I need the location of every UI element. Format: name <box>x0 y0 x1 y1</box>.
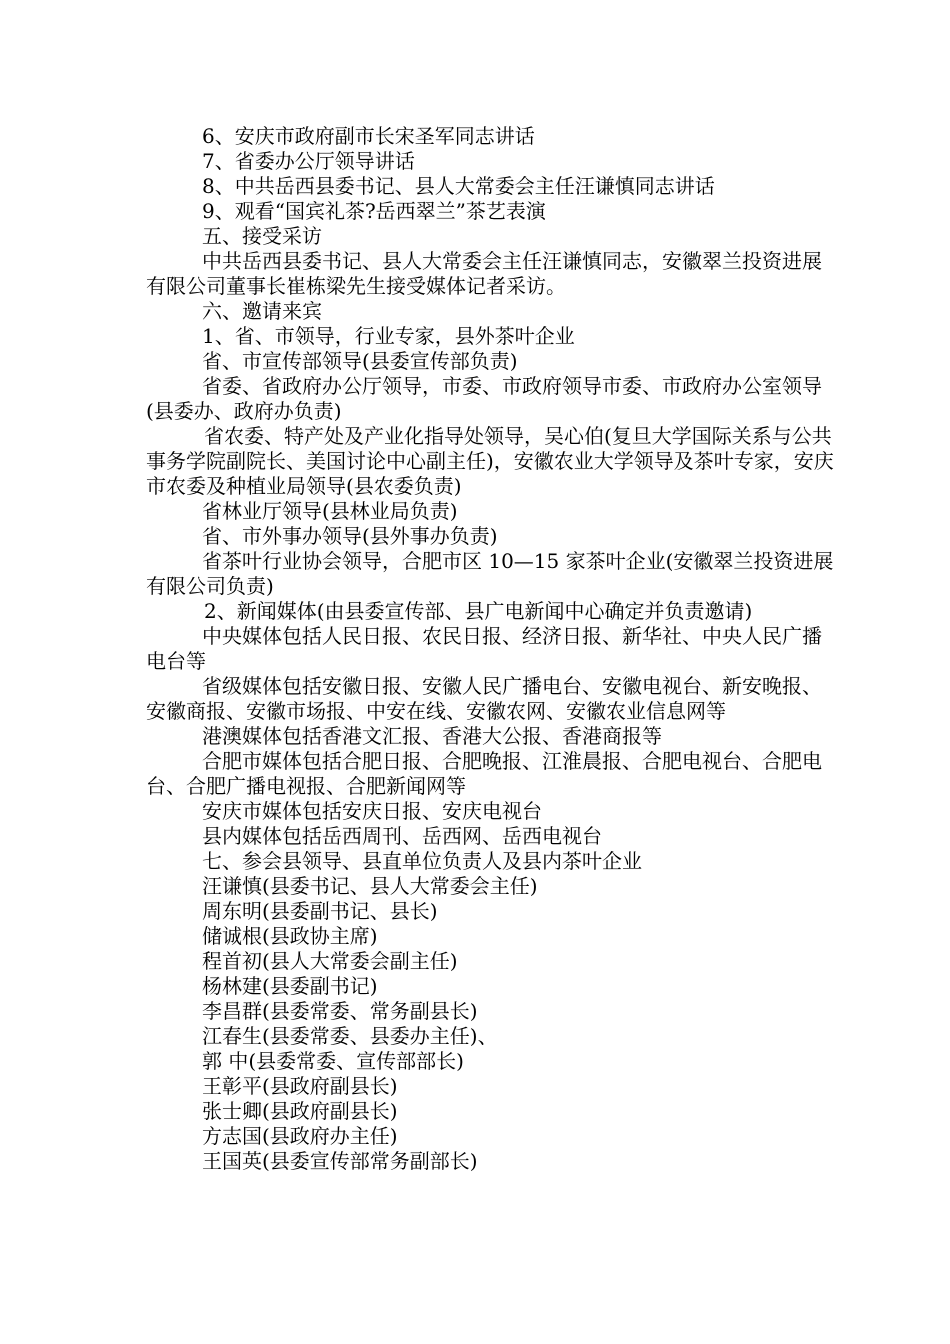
attendee-item: 王国英(县委宣传部常务副部长) <box>202 1149 478 1173</box>
subheading-media: 2、新闻媒体(由县委宣传部、县广电新闻中心确定并负责邀请) <box>204 599 753 623</box>
paragraph-interview: 中共岳西县委书记、县人大常委会主任汪谦慎同志，安徽翠兰投资进展有限公司董事长崔栋梁先生接受媒体记者采访。 <box>146 249 822 298</box>
attendee-item: 方志国(县政府办主任) <box>202 1124 398 1148</box>
list-item-speech-6: 6、安庆市政府副市长宋圣军同志讲话 <box>202 124 535 148</box>
attendee-item: 汪谦慎(县委书记、县人大常委会主任) <box>202 874 538 898</box>
attendee-item: 王彰平(县政府副县长) <box>202 1074 398 1098</box>
guest-item-propaganda: 省、市宣传部领导(县委宣传部负责) <box>202 349 518 373</box>
guest-item-foreign-affairs: 省、市外事办领导(县外事办负责) <box>202 524 498 548</box>
media-item-county: 县内媒体包括岳西周刊、岳西网、岳西电视台 <box>202 824 602 848</box>
attendee-item: 杨林建(县委副书记) <box>202 974 378 998</box>
attendee-item: 江春生(县委常委、县委办主任)、 <box>202 1024 498 1048</box>
media-item-provincial: 省级媒体包括安徽日报、安徽人民广播电台、安徽电视台、新安晚报、安徽商报、安徽市场报、中安在线、安徽农网、安徽农业信息网等 <box>146 674 822 723</box>
guest-item-tea-association: 省茶叶行业协会领导，合肥市区 10—15 家茶叶企业(安徽翠兰投资进展有限公司负责) <box>146 549 834 598</box>
section-heading-attendees: 七、参会县领导、县直单位负责人及县内茶叶企业 <box>202 849 642 873</box>
list-item-speech-8: 8、中共岳西县委书记、县人大常委会主任汪谦慎同志讲话 <box>202 174 715 198</box>
attendee-item: 张士卿(县政府副县长) <box>202 1099 398 1123</box>
attendee-item: 程首初(县人大常委会副主任) <box>202 949 458 973</box>
subheading-leaders: 1、省、市领导，行业专家，县外茶叶企业 <box>202 324 575 348</box>
media-item-anqing: 安庆市媒体包括安庆日报、安庆电视台 <box>202 799 542 823</box>
section-heading-interview: 五、接受采访 <box>202 224 322 248</box>
list-item-speech-7: 7、省委办公厅领导讲话 <box>202 149 415 173</box>
media-item-hongkong-macao: 港澳媒体包括香港文汇报、香港大公报、香港商报等 <box>202 724 662 748</box>
guest-item-forestry: 省林业厅领导(县林业局负责) <box>202 499 458 523</box>
section-heading-guests: 六、邀请来宾 <box>202 299 322 323</box>
list-item-tea-show-9: 9、观看“国宾礼茶?岳西翠兰”茶艺表演 <box>202 199 546 223</box>
attendee-item: 储诚根(县政协主席) <box>202 924 378 948</box>
attendee-item: 郭 中(县委常委、宣传部部长) <box>202 1049 464 1073</box>
document-body <box>146 124 836 1174</box>
attendee-item: 周东明(县委副书记、县长) <box>202 899 438 923</box>
attendee-item: 李昌群(县委常委、常务副县长) <box>202 999 478 1023</box>
media-item-central: 中央媒体包括人民日报、农民日报、经济日报、新华社、中央人民广播电台等 <box>146 624 822 673</box>
guest-item-general-office: 省委、省政府办公厅领导，市委、市政府领导市委、市政府办公室领导(县委办、政府办负责) <box>146 374 822 423</box>
guest-item-agriculture: 省农委、特产处及产业化指导处领导，吴心伯(复旦大学国际关系与公共事务学院副院长、美国讨论中心副主任)，安徽农业大学领导及茶叶专家，安庆市农委及种植业局领导(县农委负责) <box>146 424 834 498</box>
media-item-hefei: 合肥市媒体包括合肥日报、合肥晚报、江淮晨报、合肥电视台、合肥电台、合肥广播电视报、合肥新闻网等 <box>146 749 822 798</box>
